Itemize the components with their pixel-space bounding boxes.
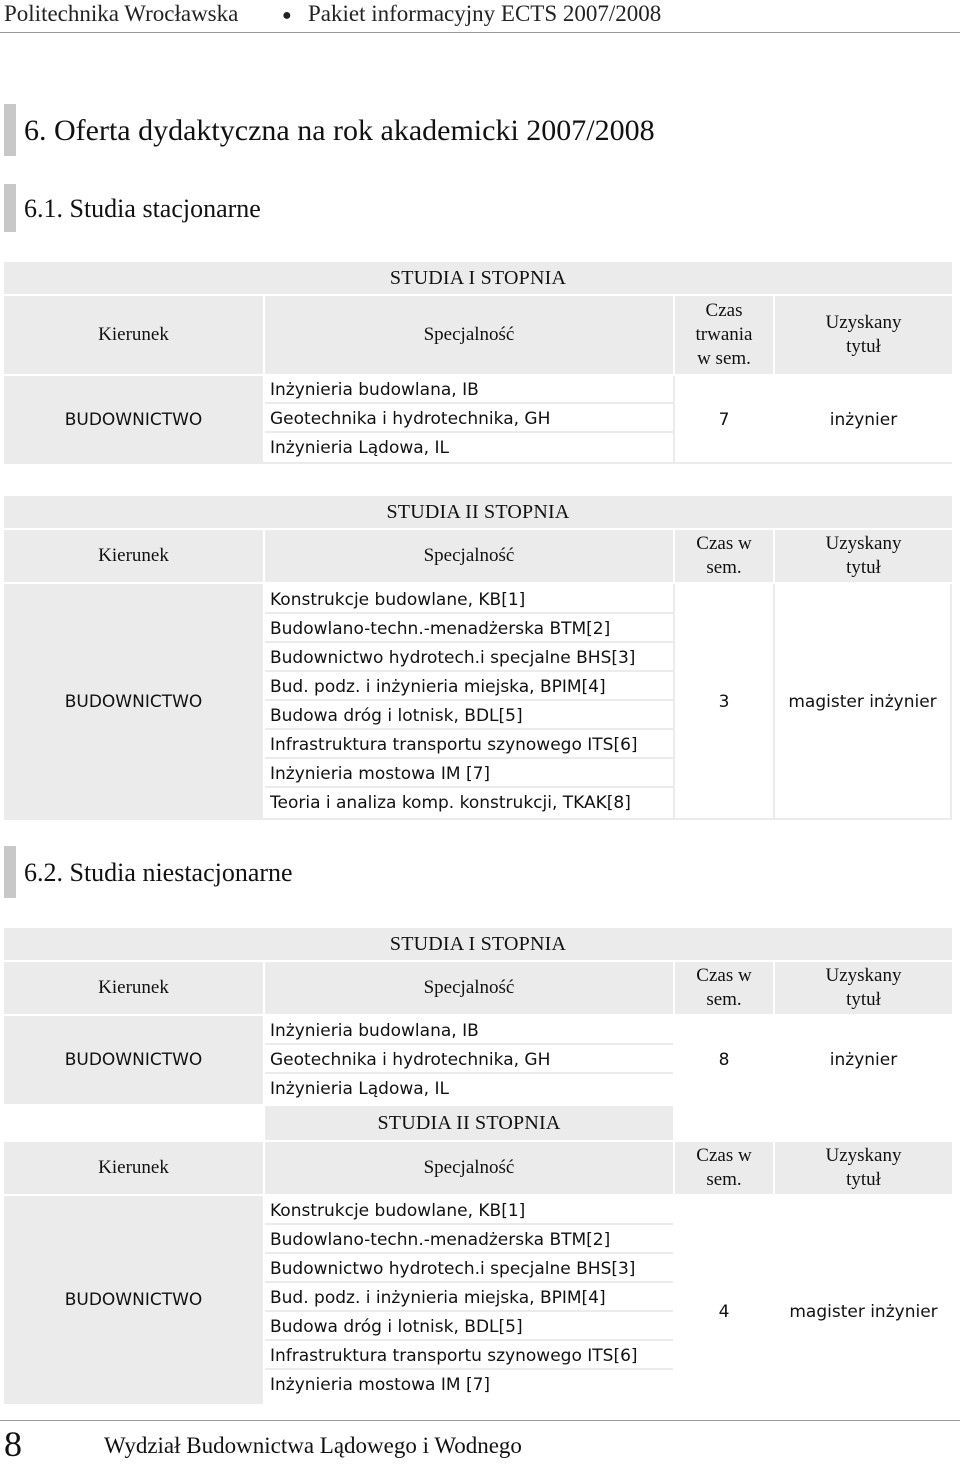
col-header-tytul — [775, 1142, 952, 1194]
specjalnosc-item: Geotechnika i hydrotechnika, GH — [265, 1046, 673, 1074]
tytul-cell: inżynier — [829, 1050, 898, 1070]
section-6-title: 6. Oferta dydaktyczna na rok akademicki 2007/2008 — [24, 114, 655, 147]
footer-faculty: Wydział Budownictwa Lądowego i Wodnego — [104, 1433, 522, 1458]
col-header-specjalnosc: Specjalność — [265, 1142, 673, 1194]
divider — [950, 584, 952, 820]
specjalnosc-item: Budowa dróg i lotnisk, BDL[5] — [265, 702, 673, 730]
section-6-2-title: 6.2. Studia niestacjonarne — [24, 858, 293, 887]
col-header-czas-line: Czas w — [696, 965, 752, 986]
col-header-kierunek: Kierunek — [4, 1142, 263, 1194]
heading-bar — [4, 104, 16, 156]
col-header-tytul — [775, 962, 952, 1014]
specjalnosc-item: Budownictwo hydrotech.i specjalne BHS[3] — [265, 644, 673, 672]
section-6-2-heading — [4, 846, 954, 898]
specjalnosc-item: Inżynieria budowlana, IB — [265, 376, 673, 404]
col-header-czas — [675, 296, 773, 374]
col-header-czas-line: Czas — [705, 300, 743, 321]
kierunek-cell: BUDOWNICTWO — [4, 1196, 263, 1404]
kierunek-cell: BUDOWNICTWO — [4, 376, 263, 463]
section-6-1-title: 6.1. Studia stacjonarne — [24, 194, 261, 223]
col-header-czas-line: Czas w — [696, 1145, 752, 1166]
col-header-tytul — [775, 530, 952, 582]
col-header-czas — [675, 530, 773, 582]
col-header-czas-line: sem. — [706, 989, 742, 1010]
col-header-czas-line: trwania — [695, 324, 753, 345]
specjalnosc-item: Bud. podz. i inżynieria miejska, BPIM[4] — [265, 1284, 673, 1312]
header-bullet: ● — [282, 7, 292, 24]
specjalnosc-item: Inżynieria Lądowa, IL — [270, 1079, 449, 1099]
col-header-specjalnosc: Specjalność — [265, 296, 673, 374]
specjalnosc-item: Inżynieria mostowa IM [7] — [270, 1375, 491, 1395]
col-header-tytul-line: Uzyskany — [825, 965, 902, 986]
czas-cell: 4 — [718, 1302, 730, 1322]
specjalnosc-item: Inżynieria mostowa IM [7] — [265, 760, 673, 788]
col-header-tytul-line: tytuł — [846, 336, 881, 357]
tytul-cell: magister inżynier — [788, 692, 937, 712]
specjalnosc-item: Inżynieria Lądowa, IL — [270, 438, 449, 458]
band-studia-ii-stopnia: STUDIA II STOPNIA — [4, 496, 952, 528]
specjalnosc-item: Budowlano-techn.-menadżerska BTM[2] — [265, 615, 673, 643]
col-header-specjalnosc: Specjalność — [265, 962, 673, 1014]
col-header-czas-line: w sem. — [697, 348, 751, 369]
kierunek-cell: BUDOWNICTWO — [4, 584, 263, 820]
col-header-kierunek: Kierunek — [4, 530, 263, 582]
specjalnosc-item: Konstrukcje budowlane, KB[1] — [265, 1197, 673, 1225]
table-bottom-border — [4, 818, 952, 820]
col-header-czas-line: sem. — [706, 1169, 742, 1190]
page-footer — [0, 1420, 960, 1462]
heading-bar — [4, 846, 16, 898]
band-studia-i-stopnia: STUDIA I STOPNIA — [4, 262, 952, 294]
col-header-tytul-line: tytuł — [846, 557, 881, 578]
col-header-czas — [675, 1142, 773, 1194]
col-header-czas — [675, 962, 773, 1014]
specjalnosc-item: Budowa dróg i lotnisk, BDL[5] — [265, 1313, 673, 1341]
col-header-tytul-line: Uzyskany — [825, 533, 902, 554]
section-6-1-heading — [4, 184, 954, 232]
section-6-heading — [4, 104, 954, 156]
table-bottom-border — [4, 462, 952, 464]
col-header-czas-line: Czas w — [696, 533, 752, 554]
tytul-cell: inżynier — [829, 409, 898, 430]
specjalnosc-item: Konstrukcje budowlane, KB[1] — [265, 586, 673, 614]
specjalnosc-item: Bud. podz. i inżynieria miejska, BPIM[4] — [265, 673, 673, 701]
col-header-czas-line: sem. — [706, 557, 742, 578]
col-header-tytul-line: Uzyskany — [825, 312, 902, 333]
page-header — [0, 0, 960, 33]
col-header-tytul-line: tytuł — [846, 989, 881, 1010]
col-header-kierunek: Kierunek — [4, 296, 263, 374]
header-institution: Politechnika Wrocławska — [4, 1, 239, 26]
col-header-tytul — [775, 296, 952, 374]
kierunek-cell: BUDOWNICTWO — [4, 1016, 263, 1104]
page-number: 8 — [4, 1424, 22, 1464]
tytul-cell: magister inżynier — [789, 1302, 938, 1322]
heading-bar — [4, 184, 16, 232]
specjalnosc-item: Inżynieria budowlana, IB — [265, 1017, 673, 1045]
col-header-tytul-line: Uzyskany — [825, 1145, 902, 1166]
specjalnosc-item: Teoria i analiza komp. konstrukcji, TKAK[8] — [270, 793, 631, 813]
czas-cell: 3 — [718, 692, 730, 712]
band-studia-ii-stopnia: STUDIA II STOPNIA — [265, 1106, 673, 1140]
col-header-specjalnosc: Specjalność — [265, 530, 673, 582]
specjalnosc-item: Geotechnika i hydrotechnika, GH — [265, 405, 673, 433]
specjalnosc-item: Budowlano-techn.-menadżerska BTM[2] — [265, 1226, 673, 1254]
col-header-kierunek: Kierunek — [4, 962, 263, 1014]
specjalnosc-item: Infrastruktura transportu szynowego ITS[6] — [265, 731, 673, 759]
col-header-tytul-line: tytuł — [846, 1169, 881, 1190]
czas-cell: 7 — [718, 409, 730, 430]
specjalnosc-item: Budownictwo hydrotech.i specjalne BHS[3] — [265, 1255, 673, 1283]
czas-cell: 8 — [718, 1050, 730, 1070]
specjalnosc-item: Infrastruktura transportu szynowego ITS[6] — [265, 1342, 673, 1370]
band-studia-i-stopnia: STUDIA I STOPNIA — [4, 928, 952, 960]
header-package: Pakiet informacyjny ECTS 2007/2008 — [308, 1, 662, 26]
